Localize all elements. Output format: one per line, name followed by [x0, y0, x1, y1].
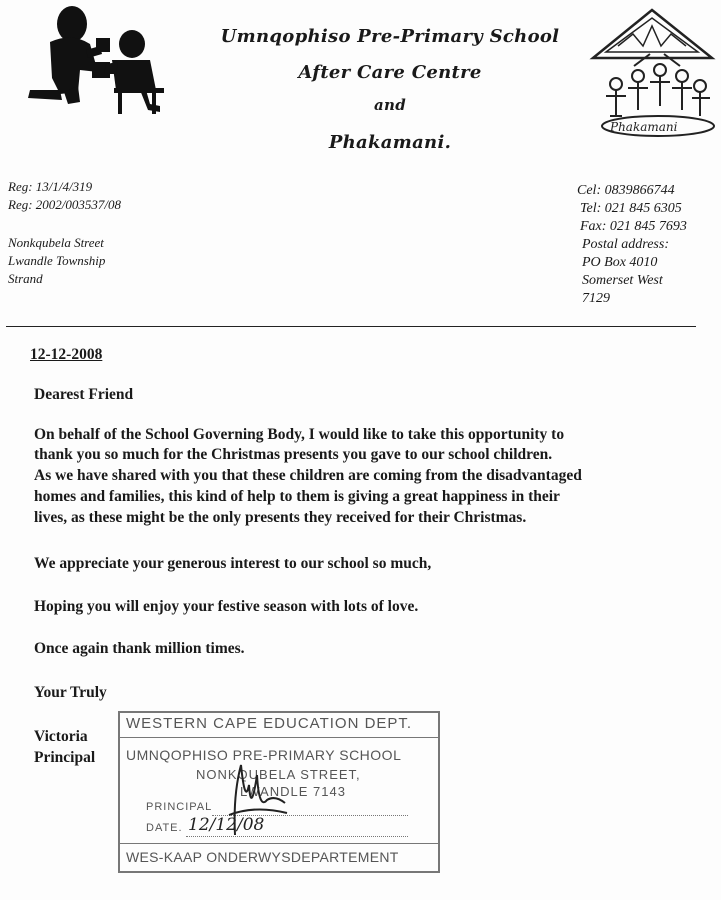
letter-date: 12-12-2008 — [30, 346, 103, 363]
po-box: PO Box 4010 — [582, 255, 658, 270]
address-line-1: Nonkqubela Street — [8, 235, 104, 250]
stamp-principal-label: PRINCIPAL — [146, 801, 213, 813]
stamp-town-text: LWANDLE 7143 — [240, 784, 346, 799]
paragraph-1-line-1: On behalf of the School Governing Body, I would like to take this opportunity to — [34, 426, 565, 443]
registration-1: Reg: 13/1/4/319 — [8, 179, 93, 194]
registration-2: Reg: 2002/003537/08 — [8, 197, 122, 212]
postal-label: Postal address: — [582, 237, 669, 252]
postal-code: 7129 — [582, 291, 610, 306]
signer-title: Principal — [34, 749, 96, 766]
paragraph-4: Once again thank million times. — [34, 640, 245, 657]
city: Somerset West — [582, 273, 663, 288]
greeting: Dearest Friend — [34, 386, 134, 403]
paragraph-1-line-5: lives, as these might be the only presents they received for their Christmas. — [34, 509, 527, 526]
stamp-street-text: NONKQUBELA STREET, — [196, 767, 361, 782]
stamp-bottom-text: WES-KAAP ONDERWYSDEPARTEMENT — [126, 849, 399, 865]
paragraph-1-line-2: thank you so much for the Christmas presents you gave to our school children. — [34, 446, 553, 463]
after-care-title: After Care Centre — [298, 62, 482, 83]
stamp-date-value: 12/12/08 — [188, 815, 265, 835]
stamp-date-label: DATE. — [146, 822, 183, 834]
fax-number: Fax: 021 845 7693 — [580, 219, 687, 234]
signer-name: Victoria — [34, 728, 88, 745]
closing: Your Truly — [34, 684, 107, 701]
paragraph-3: Hoping you will enjoy your festive season with lots of love. — [34, 598, 419, 615]
paragraph-1-line-4: homes and families, this kind of help to them is giving a great happiness in their — [34, 488, 560, 505]
cel-number: Cel: 0839866744 — [577, 183, 675, 198]
and-connector: and — [373, 96, 406, 114]
children-silhouette-logo — [20, 2, 170, 120]
address-line-3: Strand — [8, 271, 43, 286]
school-stamp — [118, 711, 440, 873]
paragraph-1-line-3: As we have shared with you that these children are coming from the disadvantaged — [34, 467, 582, 484]
header-divider — [6, 326, 696, 327]
paragraph-2: We appreciate your generous interest to our school so much, — [34, 555, 432, 572]
stamp-top-text: WESTERN CAPE EDUCATION DEPT. — [126, 715, 413, 732]
logo-text: Phakamani — [610, 120, 678, 134]
phakamani-logo — [588, 6, 718, 142]
phakamani-title: Phakamani. — [328, 132, 452, 153]
school-name: Umnqophiso Pre-Primary School — [220, 26, 560, 47]
stamp-school-text: UMNQOPHISO PRE-PRIMARY SCHOOL — [126, 747, 402, 763]
signature — [215, 755, 295, 845]
tel-number: Tel: 021 845 6305 — [580, 201, 682, 216]
address-line-2: Lwandle Township — [8, 253, 106, 268]
